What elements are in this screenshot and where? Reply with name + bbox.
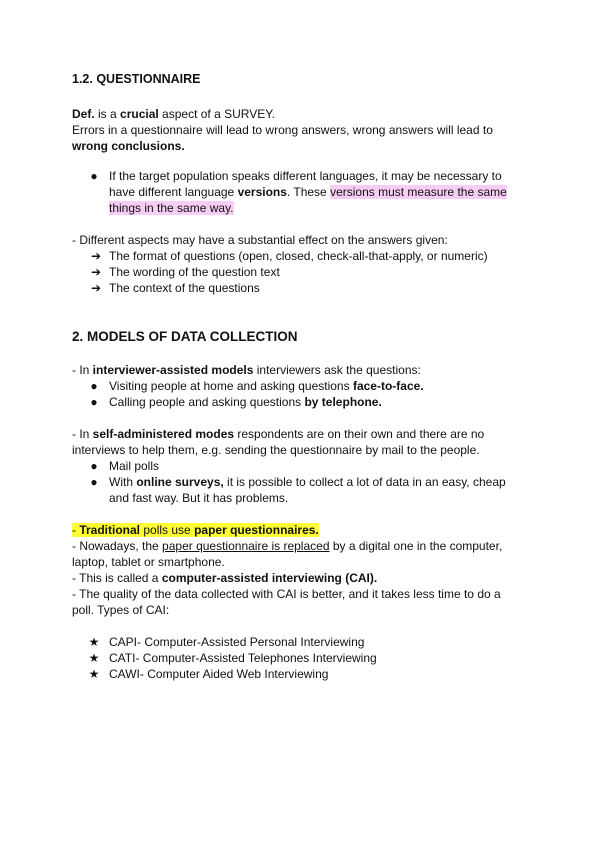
trad-bold-2: paper questionnaires. — [194, 523, 319, 537]
sa-item-mail: Mail polls — [109, 459, 160, 473]
languages-line-2 — [109, 184, 507, 200]
bullet-icon: ● — [90, 169, 98, 183]
bullet-icon: ● — [90, 379, 98, 393]
sa-item-text: With — [109, 475, 137, 489]
arrow-icon: ➔ — [90, 249, 102, 263]
self-administered-line-1 — [72, 426, 484, 442]
trad-dash: - — [72, 523, 80, 537]
nowadays-line-1 — [72, 538, 502, 554]
languages-line-3 — [109, 200, 234, 216]
quality-line-1: - The quality of the data collected with CAI is better, and it takes less time to do a — [72, 587, 501, 601]
sa-item-online — [109, 474, 506, 490]
aspect-item: The wording of the question text — [109, 265, 280, 279]
self-administered-line-2: interviews to help them, e.g. sending the questionnaire by mail to the people. — [72, 443, 480, 457]
sa-item-online-line-2: and fast way. But it has problems. — [109, 491, 289, 505]
cai-type-item: CAPI- Computer-Assisted Personal Interviewing — [109, 635, 365, 649]
bullet-icon: ● — [90, 459, 98, 473]
ia-item-telephone — [109, 394, 382, 410]
nowadays-line-2: laptop, tablet or smartphone. — [72, 555, 225, 569]
trad-mid: polls use — [140, 523, 195, 537]
traditional-highlight — [72, 523, 319, 537]
star-icon: ★ — [88, 651, 100, 665]
cai-pre: - This is called a — [72, 571, 162, 585]
ia-item-bold: by telephone. — [304, 395, 382, 409]
sa-text-post: respondents are on their own and there are no — [234, 427, 485, 441]
arrow-icon: ➔ — [90, 281, 102, 295]
ia-bold: interviewer-assisted models — [92, 363, 254, 377]
def-text-post: aspect of a SURVEY. — [158, 107, 276, 121]
quality-line-2: poll. Types of CAI: — [72, 603, 170, 617]
sa-item-bold: online surveys, — [136, 475, 224, 489]
section-heading-models: 2. MODELS OF DATA COLLECTION — [72, 329, 298, 344]
aspect-item: The format of questions (open, closed, check-all-that-apply, or numeric) — [109, 249, 488, 263]
sa-text-pre: - In — [72, 427, 93, 441]
cai-line — [72, 570, 377, 586]
now-underline: paper questionnaire is replaced — [162, 539, 330, 553]
sa-item-text-post: it is possible to collect a lot of data in an easy, cheap — [223, 475, 506, 489]
languages-highlight: versions must measure the same — [330, 185, 507, 199]
sa-bold: self-administered modes — [92, 427, 235, 441]
arrow-icon: ➔ — [90, 265, 102, 279]
ia-item-text: Visiting people at home and asking questions — [109, 379, 353, 393]
interviewer-assisted-line — [72, 362, 421, 378]
languages-text: have different language — [109, 185, 238, 199]
bullet-icon: ● — [90, 395, 98, 409]
errors-line-2: wrong conclusions. — [72, 139, 185, 153]
aspect-item: The context of the questions — [109, 281, 260, 295]
languages-line-1: If the target population speaks different languages, it may be necessary to — [109, 169, 502, 183]
bullet-icon: ● — [90, 475, 98, 489]
languages-highlight-2: things in the same way. — [109, 201, 234, 215]
now-pre: - Nowadays, the — [72, 539, 163, 553]
star-icon: ★ — [88, 635, 100, 649]
ia-item-text: Calling people and asking questions — [109, 395, 305, 409]
def-text-pre: is a — [94, 107, 121, 121]
ia-item-bold: face-to-face. — [352, 379, 424, 393]
def-bold: crucial — [120, 107, 159, 121]
languages-text-mid: . These — [286, 185, 331, 199]
section-heading-questionnaire: 1.2. QUESTIONNAIRE — [72, 72, 201, 86]
star-icon: ★ — [88, 667, 100, 681]
errors-line-1: Errors in a questionnaire will lead to wrong answers, wrong answers will lead to — [72, 123, 493, 137]
ia-text-pre: - In — [72, 363, 93, 377]
def-label: Def. — [72, 107, 95, 121]
cai-bold: computer-assisted interviewing (CAI). — [161, 571, 378, 585]
trad-bold-1: Traditional — [79, 523, 141, 537]
now-post: by a digital one in the computer, — [329, 539, 503, 553]
aspects-intro: - Different aspects may have a substantial effect on the answers given: — [72, 233, 448, 247]
cai-type-item: CAWI- Computer Aided Web Interviewing — [109, 667, 329, 681]
ia-text-post: interviewers ask the questions: — [253, 363, 421, 377]
traditional-line — [72, 522, 319, 538]
definition-line — [72, 106, 275, 122]
ia-item-face — [109, 378, 424, 394]
cai-type-item: CATI- Computer-Assisted Telephones Interviewing — [109, 651, 377, 665]
languages-bold: versions — [237, 185, 287, 199]
